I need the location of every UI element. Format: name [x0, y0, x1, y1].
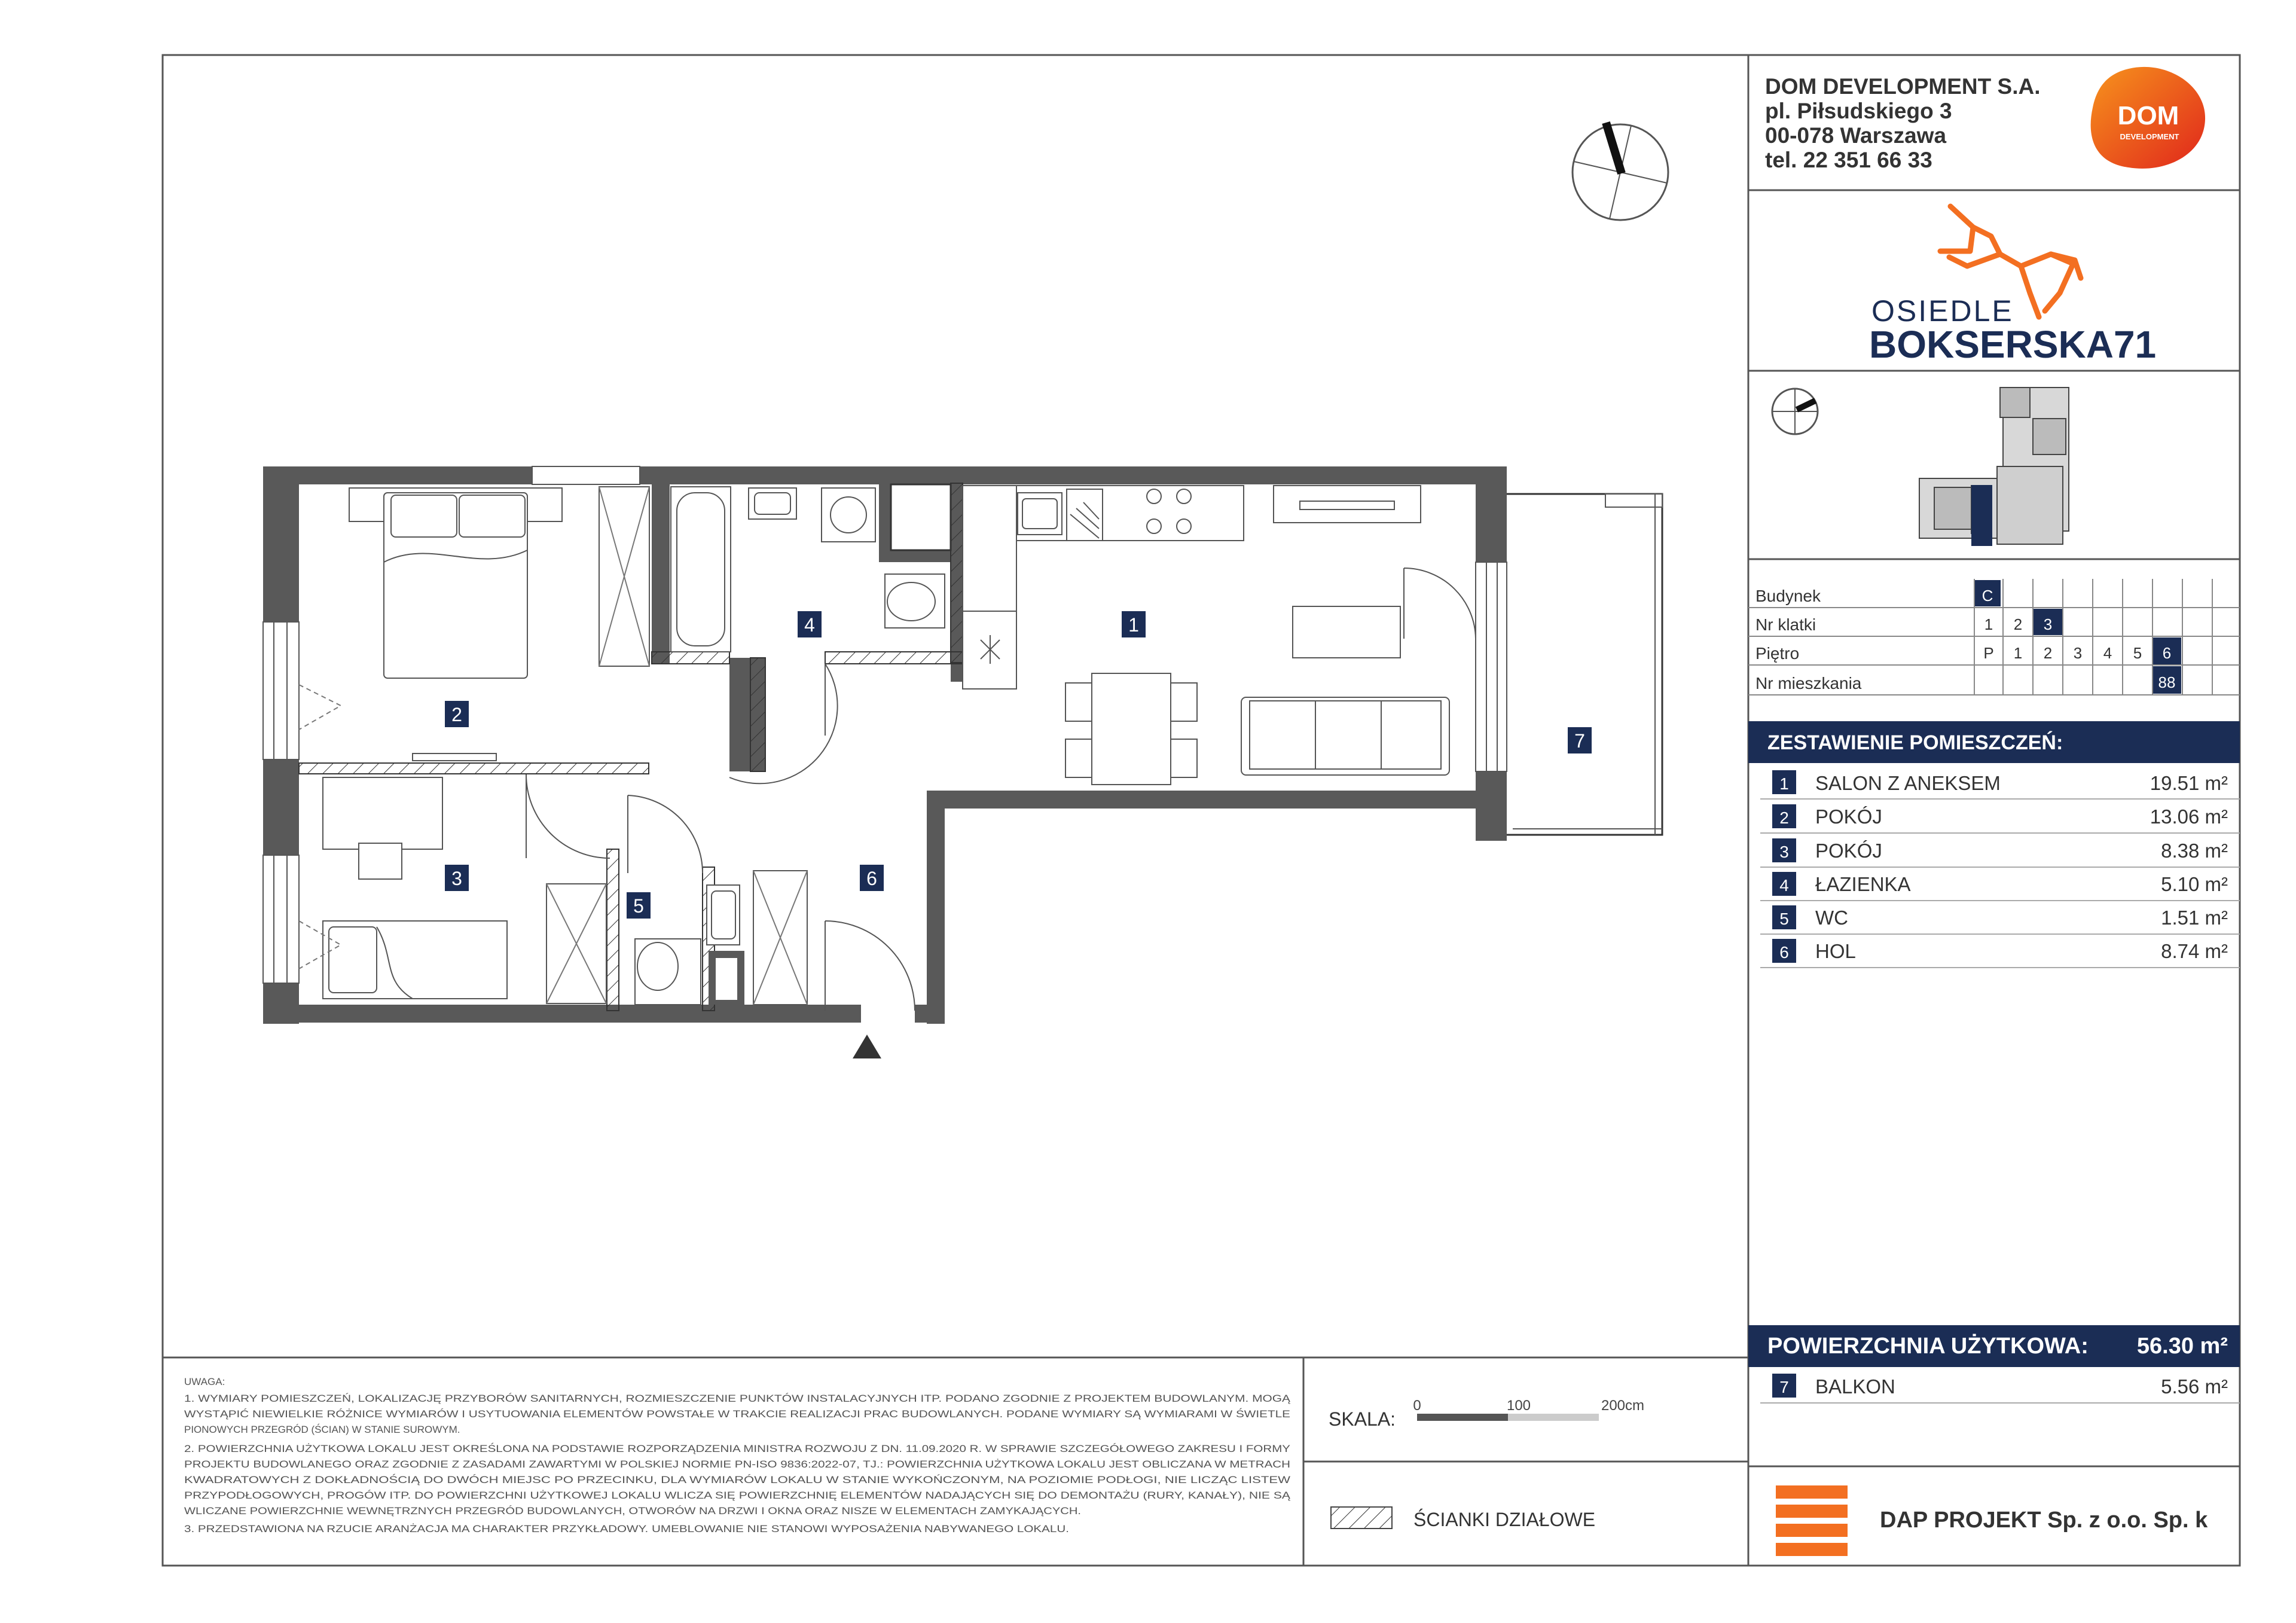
svg-text:3: 3: [1779, 843, 1789, 861]
apartment-info-grid: [1748, 579, 2240, 695]
svg-text:1: 1: [2013, 644, 2023, 662]
scale-label: SKALA:: [1329, 1408, 1396, 1430]
total-area-value: 56.30 m²: [2136, 1334, 2228, 1359]
info-label-floor: Piętro: [1755, 644, 1800, 663]
svg-text:WYSTĄPIĆ NIEWIELKIE RÓŻNICE WY: WYSTĄPIĆ NIEWIELKIE RÓŻNICE WYMIARÓW I USYTUOWANIA ELEMENTÓW POWSTAŁE W TRAKCIE REALIZACJI PRAC BUDOWLANYCH. PODANE WYMIARY SĄ WYMIARAMI W ŚWIETLE: [184, 1408, 1290, 1420]
coffee-table: [1293, 606, 1400, 658]
room-row: [1760, 804, 2240, 833]
entrance-arrow-icon: [853, 1035, 881, 1058]
bathtub: [671, 487, 731, 652]
svg-text:BALKON: BALKON: [1815, 1375, 1895, 1398]
svg-text:2: 2: [451, 704, 462, 725]
scale-bar: [1413, 1398, 1644, 1421]
apartment-number: 88: [2158, 673, 2176, 691]
svg-text:2: 2: [1779, 809, 1789, 827]
svg-text:P: P: [1983, 644, 1994, 662]
balcony-row: [1760, 1374, 2240, 1403]
svg-text:KWADRATOWYCH Z DOKŁADNOŚCIĄ DO: KWADRATOWYCH Z DOKŁADNOŚCIĄ DO DWÓCH MIEJSC PO PRZECINKU, DLA WYMIARÓW LOKALU W STANIE WYKOŃCZONYM, NA POZIOMIE PODŁOGI, NIE LICZĄC LISTEW: [184, 1474, 1290, 1485]
rooms-heading: ZESTAWIENIE POMIESZCZEŃ:: [1767, 731, 2063, 754]
svg-text:8.74 m²: 8.74 m²: [2161, 940, 2228, 962]
svg-text:ŁAZIENKA: ŁAZIENKA: [1815, 873, 1911, 895]
svg-text:4: 4: [804, 614, 815, 636]
svg-text:4: 4: [2103, 644, 2112, 662]
svg-text:3. PRZEDSTAWIONA NA RZUCIE AR: 3. PRZEDSTAWIONA NA RZUCIE ARANŻACJA MA CHARAKTER PRZYKŁADOWY. UMEBLOWANIE NIE STANOWI WYPOSAŻENIA NABYWANEGO LOKALU.: [184, 1523, 1069, 1534]
notes-block: [184, 1376, 1291, 1534]
bed: [349, 488, 562, 678]
desk: [323, 777, 442, 849]
svg-text:1. WYMIARY POMIESZCZEŃ, LOKAL: 1. WYMIARY POMIESZCZEŃ, LOKALIZACJĘ PRZYBORÓW SANITARNYCH, ROZMIESZCZENIE PUNKTÓW INSTALACYJNYCH ITP. PODANO ZGODNIE Z PROJEKTEM BUDOWLANYM. MOGĄ: [184, 1393, 1291, 1404]
svg-text:POKÓJ: POKÓJ: [1815, 806, 1882, 828]
svg-text:0: 0: [1413, 1398, 1421, 1414]
svg-text:DEVELOPMENT: DEVELOPMENT: [2120, 132, 2179, 141]
svg-text:19.51 m²: 19.51 m²: [2150, 772, 2228, 794]
company-name: DOM DEVELOPMENT S.A.: [1765, 74, 2041, 99]
svg-text:3: 3: [2043, 615, 2053, 633]
dap-projekt-logo: [1776, 1485, 1848, 1556]
company-block: [1765, 74, 2040, 172]
partition-walls-legend: [1331, 1507, 1595, 1530]
svg-text:5.10 m²: 5.10 m²: [2161, 873, 2228, 895]
svg-text:2. POWIERZCHNIA UŻYTKOWA LOKA: 2. POWIERZCHNIA UŻYTKOWA LOKALU JEST OKREŚLONA NA PODSTAWIE ROZPORZĄDZENIA MINISTRA ROZWOJU Z DN. 11.09.2020 R. W SPRAWIE SZCZEGÓŁOWEGO ZAKRESU I FORMY: [184, 1443, 1290, 1454]
svg-text:PIONOWYCH PRZEGRÓD (ŚCIAN) W S: PIONOWYCH PRZEGRÓD (ŚCIAN) W STANIE SUROWYM.: [184, 1424, 460, 1435]
svg-text:2: 2: [2043, 644, 2053, 662]
info-label-staircase: Nr klatki: [1755, 615, 1816, 634]
svg-text:5.56 m²: 5.56 m²: [2161, 1375, 2228, 1398]
svg-text:1: 1: [1984, 615, 1993, 633]
room-row: [1760, 905, 2240, 934]
info-label-apartment: Nr mieszkania: [1755, 674, 1862, 692]
svg-text:4: 4: [1779, 876, 1789, 895]
svg-text:1: 1: [1128, 614, 1139, 636]
total-area-label: POWIERZCHNIA UŻYTKOWA:: [1767, 1334, 2089, 1359]
dining-table: [1065, 673, 1197, 785]
svg-text:6: 6: [866, 868, 877, 889]
svg-text:7: 7: [1574, 730, 1585, 752]
architect-name: DAP PROJEKT Sp. z o.o. Sp. k: [1880, 1508, 2208, 1533]
svg-text:6: 6: [2162, 644, 2172, 662]
svg-text:3: 3: [2073, 644, 2083, 662]
svg-text:PRZYPODŁOGOWYCH, PROGÓW ITP. D: PRZYPODŁOGOWYCH, PROGÓW ITP. DO POWIERZCHNI UŻYTKOWEJ LOKALU WLICZA SIĘ POWIERZCHNIĘ ELEMENTÓW NADAJĄCYCH SIĘ DO DEMONTAŻU (RURY, KANAŁY), NIE SĄ: [184, 1490, 1291, 1501]
project-line2: BOKSERSKA71: [1869, 323, 2157, 366]
svg-text:100: 100: [1506, 1398, 1531, 1414]
svg-text:DOM: DOM: [2117, 101, 2179, 130]
svg-text:ŚCIANKI DZIAŁOWE: ŚCIANKI DZIAŁOWE: [1413, 1509, 1596, 1530]
balcony: [1495, 494, 1662, 835]
rooms-table: [1760, 770, 2240, 968]
svg-text:HOL: HOL: [1815, 940, 1856, 962]
room-row: [1760, 770, 2240, 799]
room-row: [1760, 872, 2240, 901]
svg-text:8.38 m²: 8.38 m²: [2161, 840, 2228, 862]
room-row: [1760, 838, 2240, 867]
svg-text:POKÓJ: POKÓJ: [1815, 840, 1882, 862]
sofa: [1241, 697, 1449, 775]
svg-text:13.06 m²: 13.06 m²: [2150, 806, 2228, 828]
svg-text:1: 1: [1779, 774, 1789, 793]
project-line1: OSIEDLE: [1871, 294, 2014, 328]
key-plan-building: [1919, 388, 2069, 545]
svg-text:SALON Z ANEKSEM: SALON Z ANEKSEM: [1815, 772, 2001, 794]
svg-text:C: C: [1981, 587, 1993, 605]
svg-text:200cm: 200cm: [1601, 1398, 1645, 1414]
svg-text:UWAGA:: UWAGA:: [184, 1376, 225, 1387]
svg-text:5: 5: [1779, 910, 1789, 928]
company-street: pl. Piłsudskiego 3: [1765, 99, 1952, 123]
svg-text:7: 7: [1779, 1378, 1789, 1396]
room-row: [1760, 939, 2240, 968]
key-plan-compass-icon: [1772, 389, 1818, 434]
svg-text:PROJEKTU BUDOWLANEGO ORAZ ZGOD: PROJEKTU BUDOWLANEGO ORAZ ZGODNIE Z ZASADAMI ZAWARTYMI W POLSKIEJ NORMIE PN-ISO 9836:2022-07, TJ.: POWIERZCHNIA UŻYTKOWA LOKALU JEST OBLICZANA W METRACH: [184, 1459, 1290, 1470]
kitchen-counter: [963, 486, 1244, 689]
dom-development-logo: [2091, 67, 2205, 169]
compass-icon: [1573, 123, 1668, 220]
company-phone: tel. 22 351 66 33: [1765, 148, 1932, 172]
svg-text:2: 2: [2013, 615, 2023, 633]
svg-text:WLICZANE POWIERZCHNIE WEWNĘTRZ: WLICZANE POWIERZCHNIE WEWNĘTRZNYCH PRZEGRÓD BUDOWLANYCH, OTWORÓW NA DRZWI I OKNA ORAZ NISZE W ELEMENTACH ZAMYKAJĄCYCH.: [184, 1505, 1081, 1517]
svg-text:5: 5: [2133, 644, 2142, 662]
svg-text:WC: WC: [1815, 907, 1848, 929]
svg-text:6: 6: [1779, 943, 1789, 962]
floor-plan: [263, 466, 1662, 1058]
info-label-building: Budynek: [1755, 587, 1821, 605]
svg-text:1.51 m²: 1.51 m²: [2161, 907, 2228, 929]
svg-text:3: 3: [451, 868, 462, 889]
company-city: 00-078 Warszawa: [1765, 123, 1947, 148]
svg-text:5: 5: [633, 895, 644, 917]
